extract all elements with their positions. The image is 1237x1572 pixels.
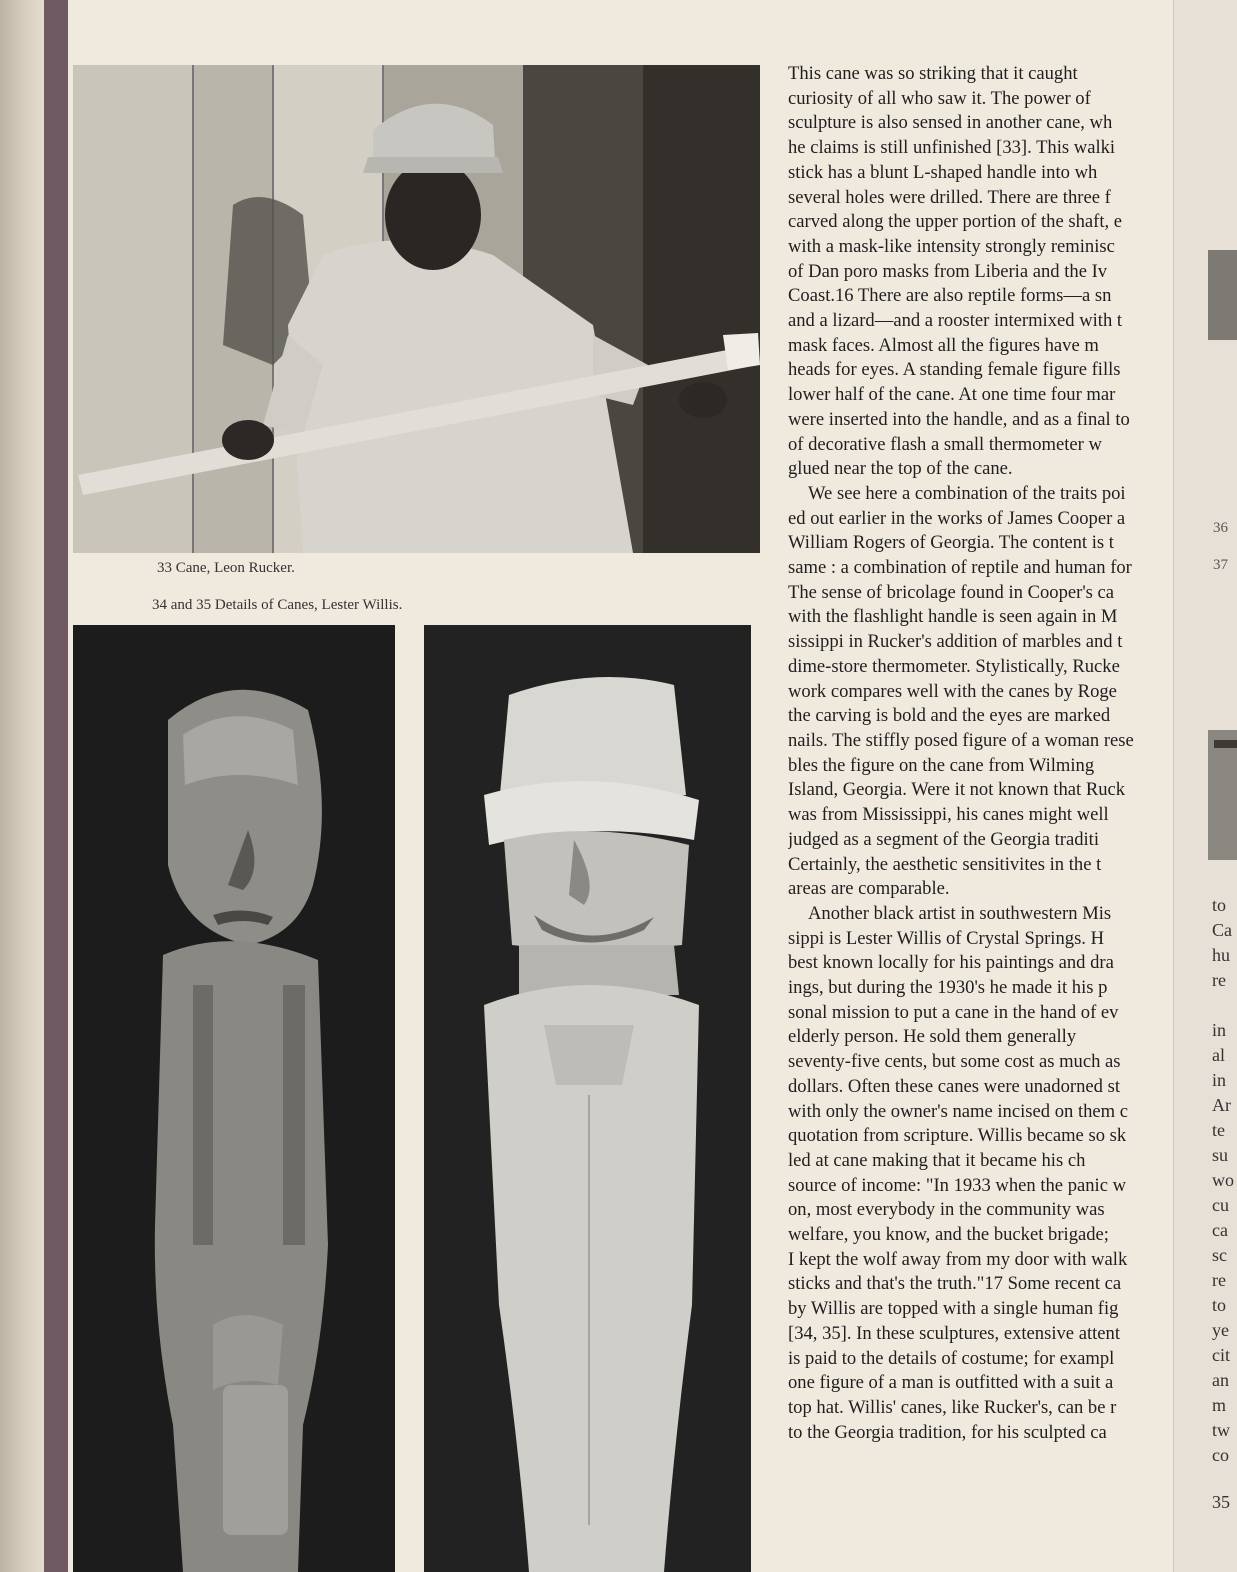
text-line: source of income: "In 1933 when the panic w xyxy=(788,1174,1127,1196)
text-line: areas are comparable. xyxy=(788,878,950,900)
text-line: led at cane making that it became his ch xyxy=(788,1149,1086,1171)
text-line: The sense of bricolage found in Cooper's ca xyxy=(788,581,1115,603)
next-page-fragment: m xyxy=(1212,1395,1227,1415)
text-line: sticks and that's the truth."17 Some recent ca xyxy=(788,1273,1122,1295)
text-line: mask faces. Almost all the figures have m xyxy=(788,334,1099,356)
text-line: seventy-five cents, but some cost as much as xyxy=(788,1051,1121,1073)
text-line: on, most everybody in the community was xyxy=(788,1199,1105,1221)
next-page-fragment: in xyxy=(1212,1070,1227,1090)
next-page-fragment: sc xyxy=(1212,1245,1227,1265)
next-page-fragment: Ar xyxy=(1212,1095,1231,1115)
text-line: ed out earlier in the works of James Cooper a xyxy=(788,507,1126,529)
text-line: with the flashlight handle is seen again in M xyxy=(788,606,1118,628)
text-line: is paid to the details of costume; for exampl xyxy=(788,1347,1115,1369)
text-line: with only the owner's name incised on them c xyxy=(788,1100,1129,1122)
text-line: dollars. Often these canes were unadorned st xyxy=(788,1075,1120,1097)
article-body xyxy=(788,62,1173,1445)
text-line: Another black artist in southwestern Mis xyxy=(808,902,1112,924)
next-page-fragment: Ca xyxy=(1212,920,1232,940)
caption-figure-33: 33 Cane, Leon Rucker. xyxy=(157,560,295,576)
text-line: We see here a combination of the traits poi xyxy=(808,482,1126,504)
text-line: glued near the top of the cane. xyxy=(788,458,1013,480)
text-line: heads for eyes. A standing female figure fills xyxy=(788,359,1121,381)
next-page-fragment: su xyxy=(1212,1145,1229,1165)
text-line: several holes were drilled. There are three f xyxy=(788,186,1111,208)
text-line: was from Mississippi, his canes might well xyxy=(788,804,1109,826)
text-line: Coast.16 There are also reptile forms—a sn xyxy=(788,285,1112,307)
text-line: one figure of a man is outfitted with a suit a xyxy=(788,1372,1114,1394)
text-line: nails. The stiffly posed figure of a woman rese xyxy=(788,729,1134,751)
text-line: best known locally for his paintings and dra xyxy=(788,952,1114,974)
text-line: I kept the wolf away from my door with walk xyxy=(788,1248,1128,1270)
text-line: quotation from scripture. Willis became so sk xyxy=(788,1125,1127,1147)
next-page-fragment: te xyxy=(1212,1120,1225,1140)
next-page-fragment: re xyxy=(1212,970,1226,990)
text-line: sculpture is also sensed in another cane, wh xyxy=(788,112,1113,134)
page-edge xyxy=(44,0,68,1572)
next-page-fragment: cu xyxy=(1212,1195,1229,1215)
text-line: were inserted into the handle, and as a final to xyxy=(788,408,1130,430)
text-line: stick has a blunt L-shaped handle into wh xyxy=(788,161,1098,183)
next-page-fragment: al xyxy=(1212,1045,1225,1065)
text-line: judged as a segment of the Georgia traditi xyxy=(788,828,1100,850)
next-page-fragment: an xyxy=(1212,1370,1229,1390)
text-line: curiosity of all who saw it. The power of xyxy=(788,87,1091,109)
text-line: welfare, you know, and the bucket brigade; xyxy=(788,1224,1109,1246)
photo-leon-rucker-cane xyxy=(73,65,760,553)
caption-figures-34-35: 34 and 35 Details of Canes, Lester Willis. xyxy=(152,597,403,613)
text-line: This cane was so striking that it caught xyxy=(788,63,1078,84)
text-line: of Dan poro masks from Liberia and the Iv xyxy=(788,260,1108,282)
text-line: of decorative flash a small thermometer w xyxy=(788,433,1102,455)
next-page-fragment: to xyxy=(1212,1295,1227,1315)
next-page-fragment: co xyxy=(1212,1445,1229,1465)
next-page-fragment: re xyxy=(1212,1270,1226,1290)
next-page-number: 35 xyxy=(1212,1492,1230,1512)
next-page-fragment: ca xyxy=(1212,1220,1228,1240)
book-binding xyxy=(0,0,44,1572)
text-line: William Rogers of Georgia. The content is t xyxy=(788,532,1114,554)
text-line: top hat. Willis' canes, like Rucker's, can be r xyxy=(788,1396,1117,1418)
text-line: and a lizard—and a rooster intermixed with t xyxy=(788,310,1123,332)
text-line: sonal mission to put a cane in the hand of ev xyxy=(788,1001,1119,1023)
text-line: Certainly, the aesthetic sensitivites in the t xyxy=(788,853,1102,875)
next-page-fragment: ye xyxy=(1212,1320,1229,1340)
photo-cane-detail-34 xyxy=(73,625,395,1572)
next-page-fragment: hu xyxy=(1212,945,1230,965)
text-line: dime-store thermometer. Stylistically, Rucke xyxy=(788,655,1120,677)
text-line: ings, but during the 1930's he made it his p xyxy=(788,977,1108,999)
text-line: carved along the upper portion of the shaft, e xyxy=(788,211,1123,233)
text-line: work compares well with the canes by Roge xyxy=(788,680,1117,702)
next-page-fragment: cit xyxy=(1212,1345,1230,1365)
text-line: the carving is bold and the eyes are marked xyxy=(788,705,1111,727)
next-page-fragment: in xyxy=(1212,1020,1227,1040)
text-line: lower half of the cane. At one time four mar xyxy=(788,384,1116,406)
text-line: [34, 35]. In these sculptures, extensive attent xyxy=(788,1322,1121,1344)
text-line: Island, Georgia. Were it not known that Ruck xyxy=(788,779,1126,801)
next-page-fragment: wo xyxy=(1212,1170,1234,1190)
text-line: sissippi in Rucker's addition of marbles and t xyxy=(788,631,1123,653)
text-line: sippi is Lester Willis of Crystal Springs. H xyxy=(788,927,1105,949)
text-line: by Willis are topped with a single human fig xyxy=(788,1298,1119,1320)
photo-cane-detail-35 xyxy=(424,625,751,1572)
text-line: with a mask-like intensity strongly reminisc xyxy=(788,235,1115,257)
text-line: he claims is still unfinished [33]. This walki xyxy=(788,137,1116,159)
text-line: bles the figure on the cane from Wilming xyxy=(788,754,1095,776)
next-page-fig-number: 36 xyxy=(1213,520,1228,536)
next-page-fig-number: 37 xyxy=(1213,557,1228,573)
text-line: to the Georgia tradition, for his sculpted ca xyxy=(788,1421,1107,1443)
text-line: same : a combination of reptile and human for xyxy=(788,557,1132,579)
next-page-fragment: to xyxy=(1212,895,1227,915)
next-page-fragment: tw xyxy=(1212,1420,1230,1440)
text-line: elderly person. He sold them generally xyxy=(788,1026,1077,1048)
